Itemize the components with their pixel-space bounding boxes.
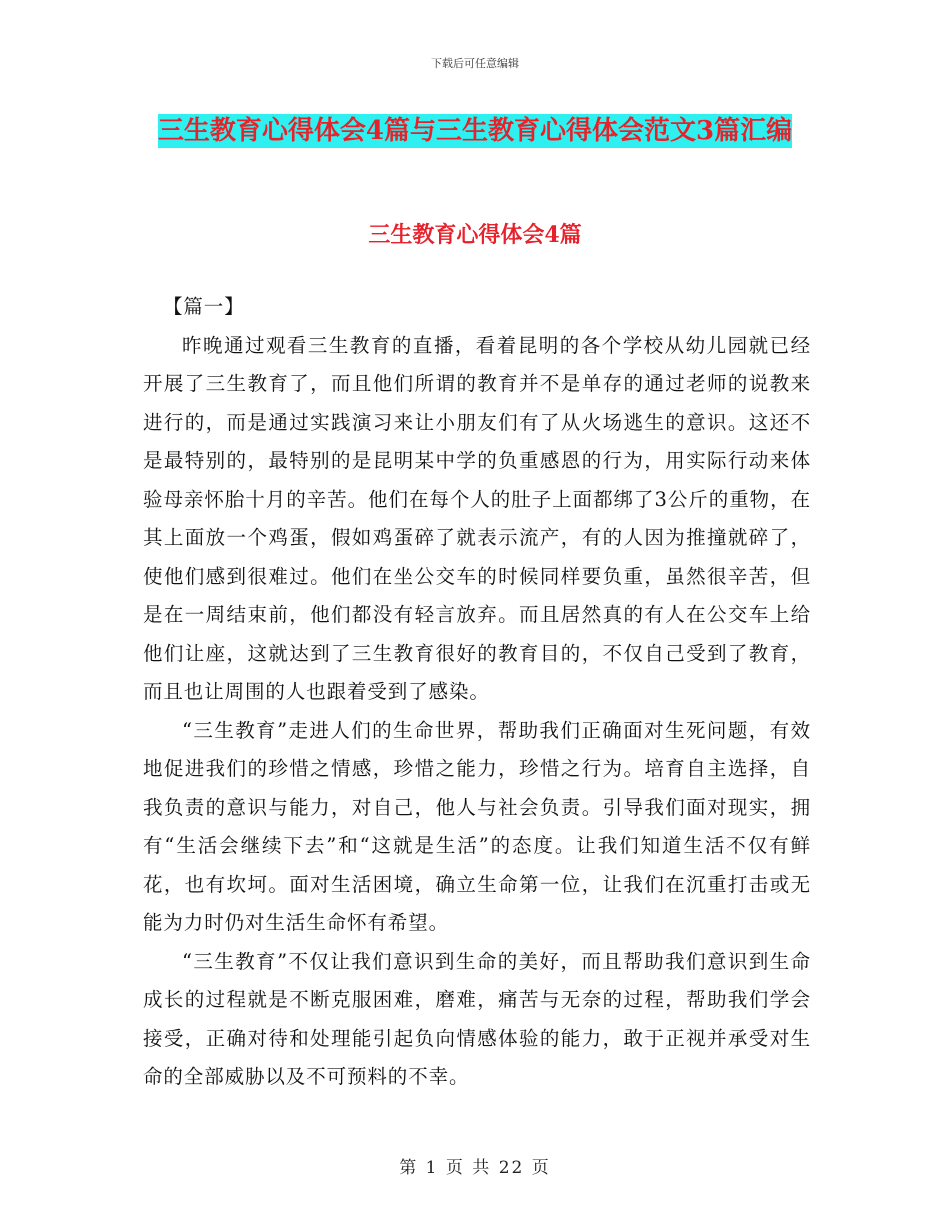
paragraph-3: “三生教育”不仅让我们意识到生命的美好，而且帮助我们意识到生命成长的过程就是不断克服困难，磨难，痛苦与无奈的过程，帮助我们学会接受，正确对待和处理能引起负向情感体验的能力，敢于正视并承受对生命的全部威胁以及不可预料的不幸。 [143, 949, 811, 1088]
part-label: 【篇一】 [163, 295, 245, 318]
document-body [143, 288, 811, 1097]
header-note: 下载后可任意编辑 [431, 57, 519, 70]
document-title [140, 108, 810, 154]
paragraph-2: “三生教育”走进人们的生命世界，帮助我们正确面对生死问题，有效地促进我们的珍惜之情感，珍惜之能力，珍惜之行为。培育自主选择，自我负责的意识与能力，对自己，他人与社会负责。引导我们面对现实，拥有“生活会继续下去”和“这就是生活”的态度。让我们知道生活不仅有鲜花，也有坎坷。面对生活困境，确立生命第一位，让我们在沉重打击或无能为力时仍对生活生命怀有希望。 [143, 718, 811, 934]
document-title-text: 三生教育心得体会4篇与三生教育心得体会范文3篇汇编 [157, 116, 793, 146]
page-footer: 第 1 页 共 22 页 [399, 1158, 551, 1178]
paragraph-1: 昨晚通过观看三生教育的直播，看着昆明的各个学校从幼儿园就已经开展了三生教育了，而且他们所谓的教育并不是单存的通过老师的说教来进行的，而是通过实践演习来让小朋友们有了从火场逃生的意识。这还不是最特别的，最特别的是昆明某中学的负重感恩的行为，用实际行动来体验母亲怀胎十月的辛苦。他们在每个人的肚子上面都绑了3公斤的重物，在其上面放一个鸡蛋，假如鸡蛋碎了就表示流产，有的人因为推撞就碎了，使他们感到很难过。他们在坐公交车的时候同样要负重，虽然很辛苦，但是在一周结束前，他们都没有轻言放弃。而且居然真的有人在公交车上给他们让座，这就达到了三生教育很好的教育目的，不仅自己受到了教育，而且也让周围的人也跟着受到了感染。 [143, 333, 811, 703]
section-title: 三生教育心得体会4篇 [368, 222, 582, 248]
